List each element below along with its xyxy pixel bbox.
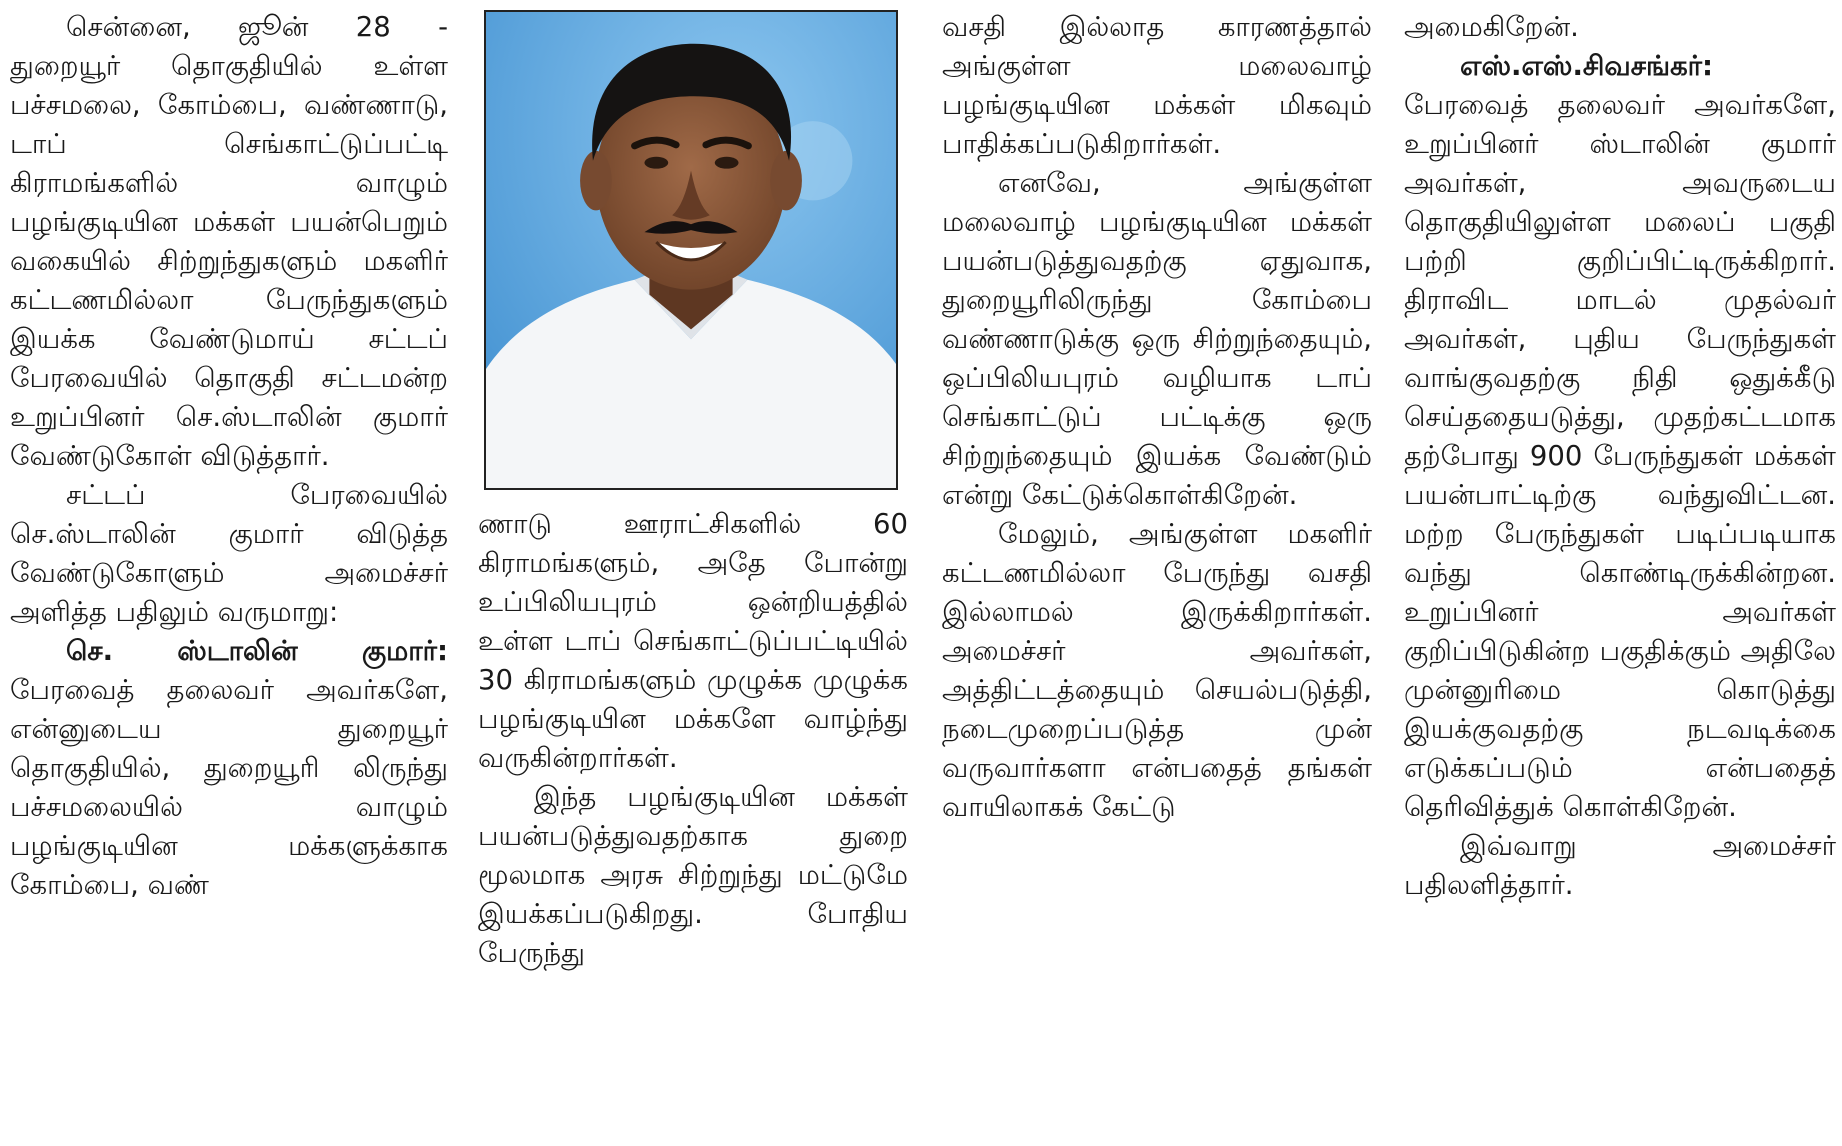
article-column-2 <box>478 505 908 973</box>
article-paragraph: எனவே, அங்குள்ள மலைவாழ் பழங்குடியின மக்கள் பயன்படுத்துவதற்கு ஏதுவாக, துறையூரிலிருந்து கோம்பை வண்ணாடுக்கு ஒரு சிற்றுந்தையும், ஒப்பிலியபுரம் வழியாக டாப் செங்காட்டுப் பட்டிக்கு ஒரு சிற்றுந்தையும் இயக்க வேண்டும் என்று கேட்டுக்கொள்கிறேன். <box>942 167 1372 511</box>
article-paragraph: ணாடு ஊராட்சிகளில் 60 கிராமங்களும், அதே போன்று உப்பிலியபுரம் ஒன்றியத்தில் உள்ள டாப் செங்காட்டுப்பட்டியில் 30 கிராமங்களும் முழுக்க முழுக்க பழங்குடியின மக்களே வாழ்ந்து வருகின்றார்கள். <box>478 508 908 774</box>
article-paragraph: மேலும், அங்குள்ள மகளிர் கட்டணமில்லா பேருந்து வசதி இல்லாமல் இருக்கிறார்கள். அமைச்சர் அவர்கள், அத்திட்டத்தையும் செயல்படுத்தி, நடைமுறைப்படுத்த முன் வருவார்களா என்பதைத் தங்கள் வாயிலாகக் கேட்டு <box>942 518 1372 823</box>
portrait-photo <box>484 10 898 490</box>
speaker-text: பேரவைத் தலைவர் அவர்களே, உறுப்பினர் ஸ்டாலின் குமார் அவர்கள், அவருடைய தொகுதியிலுள்ள மலைப் பகுதி பற்றி குறிப்பிட்டிருக்கிறார். திராவிட மாடல் முதல்வர் அவர்கள், புதிய பேருந்துகள் வாங்குவதற்கு நிதி ஒதுக்கீடு செய்ததையடுத்து, முதற்கட்டமாக தற்போது 900 பேருந்துகள் மக்கள் பயன்பாட்டிற்கு வந்துவிட்டன. மற்ற பேருந்துகள் படிப்படியாக வந்து கொண்டிருக்கின்றன. உறுப்பினர் அவர்கள் குறிப்பிடுகின்ற பகுதிக்கும் அதிலே முன்னுரிமை கொடுத்து இயக்குவதற்கு நடவடிக்கை எடுக்கப்படும் என்பதைத் தெரிவித்துக் கொள்கிறேன். <box>1404 89 1836 823</box>
article-paragraph <box>10 632 448 905</box>
article-column-1 <box>10 8 448 905</box>
speaker-name: எஸ்.எஸ்.சிவசங்கர்: <box>1460 50 1714 82</box>
article-column-3 <box>942 8 1372 827</box>
speaker-name: செ. ஸ்டாலின் குமார்: <box>66 635 448 667</box>
article-paragraph: சென்னை, ஜூன் 28 - துறையூர் தொகுதியில் உள்ள பச்சமலை, கோம்பை, வண்ணாடு, டாப் செங்காட்டுப்பட்டி கிராமங்களில் வாழும் பழங்குடியின மக்கள் பயன்பெறும் வகையில் சிற்றுந்துகளும் மகளிர் கட்டணமில்லா பேருந்துகளும் இயக்க வேண்டுமாய் சட்டப் பேரவையில் தொகுதி சட்டமன்ற உறுப்பினர் செ.ஸ்டாலின் குமார் வேண்டுகோள் விடுத்தார். <box>10 11 448 472</box>
article-paragraph: இவ்வாறு அமைச்சர் பதிலளித்தார். <box>1404 830 1836 901</box>
article-paragraph: அமைகிறேன். <box>1404 11 1579 43</box>
article-paragraph: சட்டப் பேரவையில் செ.ஸ்டாலின் குமார் விடுத்த வேண்டுகோளும் அமைச்சர் அளித்த பதிலும் வருமாறு: <box>10 479 448 628</box>
article-paragraph: வசதி இல்லாத காரணத்தால் அங்குள்ள மலைவாழ் பழங்குடியின மக்கள் மிகவும் பாதிக்கப்படுகிறார்கள். <box>942 11 1372 160</box>
article-paragraph: இந்த பழங்குடியின மக்கள் பயன்படுத்துவதற்காக துறை மூலமாக அரசு சிற்றுந்து மட்டுமே இயக்கப்படுகிறது. போதிய பேருந்து <box>478 781 908 969</box>
article-column-4 <box>1404 8 1836 905</box>
speaker-text: பேரவைத் தலைவர் அவர்களே, என்னுடைய துறையூர் தொகுதியில், துறையூரி லிருந்து பச்சமலையில் வாழும் பழங்குடியின மக்களுக்காக கோம்பை, வண் <box>10 674 448 901</box>
article-paragraph <box>1404 47 1836 827</box>
